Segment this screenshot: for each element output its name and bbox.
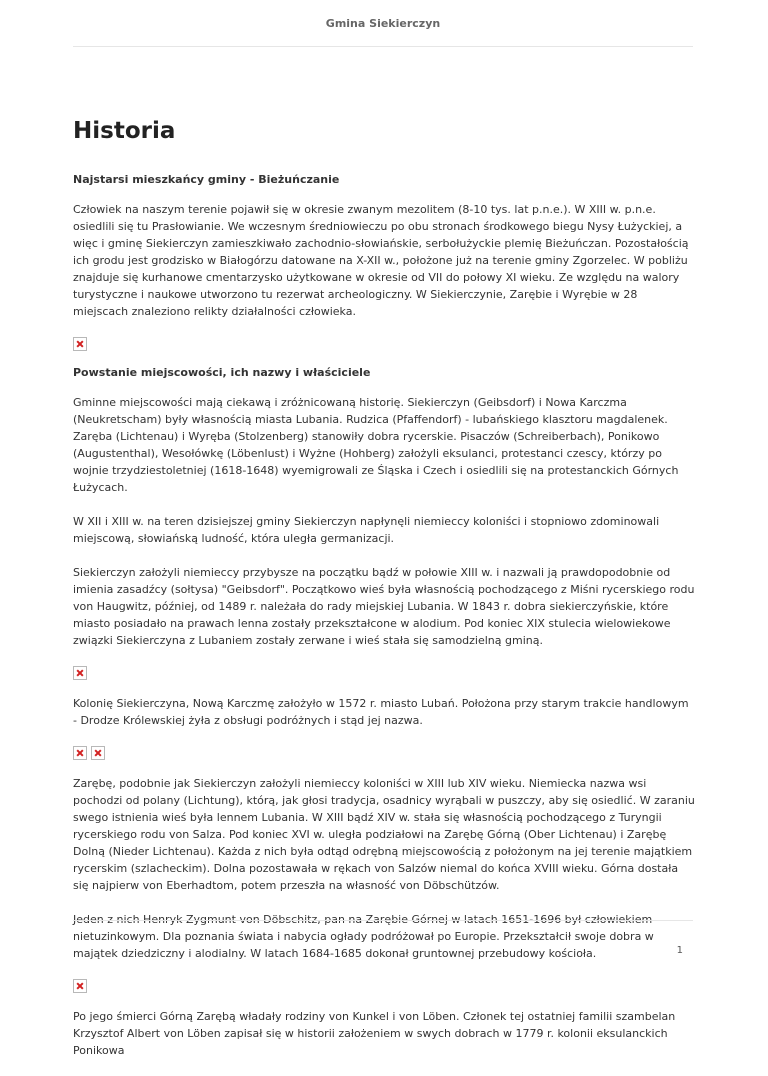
paragraph: Człowiek na naszym terenie pojawił się w okresie zwanym mezolitem (8-10 tys. lat p.n.e.). W XIII w. p.n.e. osiedlili się tu Prasłowianie. We wczesnym średniowieczu po obu stronach środkowego biegu Nysy Łużyckiej, a więc i gminę Siekierczyn zamieszkiwało zachodnio-słowiańskie, serbołużyckie plemię Bieżuńczan. Pozostałością ich grodu jest grodzisko w Białogórzu datowane na X-XII w., położone już na terenie gminy Zgorzelec. W pobliżu znajduje się kurhanowe cmentarzysko użytkowane w okresie od VII do połowy XI wieku. Ze względu na walory turystyczne i naukowe utworzono tu rezerwat archeologiczny. W Siekierczynie, Zarębie i Wyrębie w 28 miejscach znaleziono relikty działalności człowieka.	[73, 203, 689, 318]
image-row	[73, 746, 695, 761]
page-number: 1	[676, 945, 683, 956]
paragraph: W XII i XIII w. na teren dzisiejszej gminy Siekierczyn napłynęli niemieccy koloniści i stopniowo zdominowali miejscową, słowiańską ludność, która uległa germanizacji.	[73, 515, 660, 545]
paragraph: Kolonię Siekierczyna, Nową Karczmę założyło w 1572 r. miasto Lubań. Położona przy starym trakcie handlowym - Drodze Królewskiej żyła z obsługi podróżnych i stąd jej nazwa.	[73, 697, 689, 727]
image-row	[73, 666, 695, 681]
paragraph: Jeden z nich Henryk Zygmunt von Döbschitz, pan na Zarębie Górnej w latach 1651-1696 był człowiekiem nietuzinkowym. Dla poznania świata i nabycia ogłady podróżował po Europie. Przekształcił swoje dobra w majątek dziedziczny i alodialny. W latach 1684-1685 dokonał gruntownej przebudowy kościoła.	[73, 913, 654, 960]
page-title: Historia	[73, 118, 176, 144]
page-footer	[73, 920, 693, 995]
page-header	[73, 0, 693, 47]
site-title: Gmina Siekierczyn	[325, 17, 441, 30]
section-heading-residents: Najstarsi mieszkańcy gminy - Bieżuńczanie	[73, 173, 340, 186]
paragraph: Gminne miejscowości mają ciekawą i zróżnicowaną historię. Siekierczyn (Geibsdorf) i Nowa Karczma (Neukretscham) były własnością miasta Lubania. Rudzica (Pfaffendorf) - lubańskiego klasztoru magdalenek. Zaręba (Lichtenau) i Wyręba (Stolzenberg) stanowiły dobra rycerskie. Pisaczów (Schreiberbach), Ponikowo (Augustenthal), Wesołówkę (Löbenlust) i Wyżne (Hohberg) założyli eksulanci, protestanci czescy, którzy po wojnie trzydziestoletniej (1618-1648) wyemigrowali ze Śląska i Czech i osiedlili się na protestanckich Górnych Łużycach.	[73, 396, 679, 494]
broken-image-icon[interactable]	[73, 746, 87, 760]
paragraph: Po jego śmierci Górną Zarębą władały rodziny von Kunkel i von Löben. Członek tej ostatniej familii szambelan Krzysztof Albert von Löben zapisał się w historii założeniem w swych dobrach w 1779 r. kolonii eksulanckich Ponikowa	[73, 1010, 676, 1057]
broken-image-icon[interactable]	[73, 666, 87, 680]
section-heading-origins: Powstanie miejscowości, ich nazwy i właściciele	[73, 366, 371, 379]
paragraph: Zarębę, podobnie jak Siekierczyn założyli niemieccy koloniści w XIII lub XIV wieku. Niemiecka nazwa wsi pochodzi od polany (Lichtung), którą, jak głosi tradycja, osadnicy wyrąbali w puszczy, aby się osiedlić. W zaraniu swego istnienia wieś była lennem Lubania. W XIII bądź XIV w. stała się własnością pochodzącego z Turyngii rycerskiego rodu von Salza. Pod koniec XVI w. uległa podziałowi na Zarębę Górną (Ober Lichtenau) i Zarębę Dolną (Nieder Lichtenau). Każda z nich była odtąd odrębną miejscowością z położonym na jej terenie majątkiem rycerskim (szlacheckim). Dolna pozostawała w rękach von Salzów niemal do końca XVIII wieku. Górna dostała się najpierw von Eberhadtom, potem przeszła na własność von Döbschützów.	[73, 777, 695, 892]
paragraph: Siekierczyn założyli niemieccy przybysze na początku bądź w połowie XIII w. i nazwali ją prawdopodobnie od imienia zasadźcy (sołtysa) "Geibsdorf". Początkowo wieś była własnością pochodzącego z Miśni rycerskiego rodu von Haugwitz, później, od 1489 r. należała do rady miejskiej Lubania. W 1843 r. dobra siekierczyńskie, które miasto posiadało na prawach lenna zostały przekształcone w alodium. Pod koniec XIX stulecia wielowiekowe związki Siekierczyna z Lubaniem zostały zerwane i wieś stała się samodzielną gminą.	[73, 566, 695, 647]
broken-image-icon[interactable]	[91, 746, 105, 760]
image-row	[73, 337, 695, 352]
broken-image-icon[interactable]	[73, 337, 87, 351]
